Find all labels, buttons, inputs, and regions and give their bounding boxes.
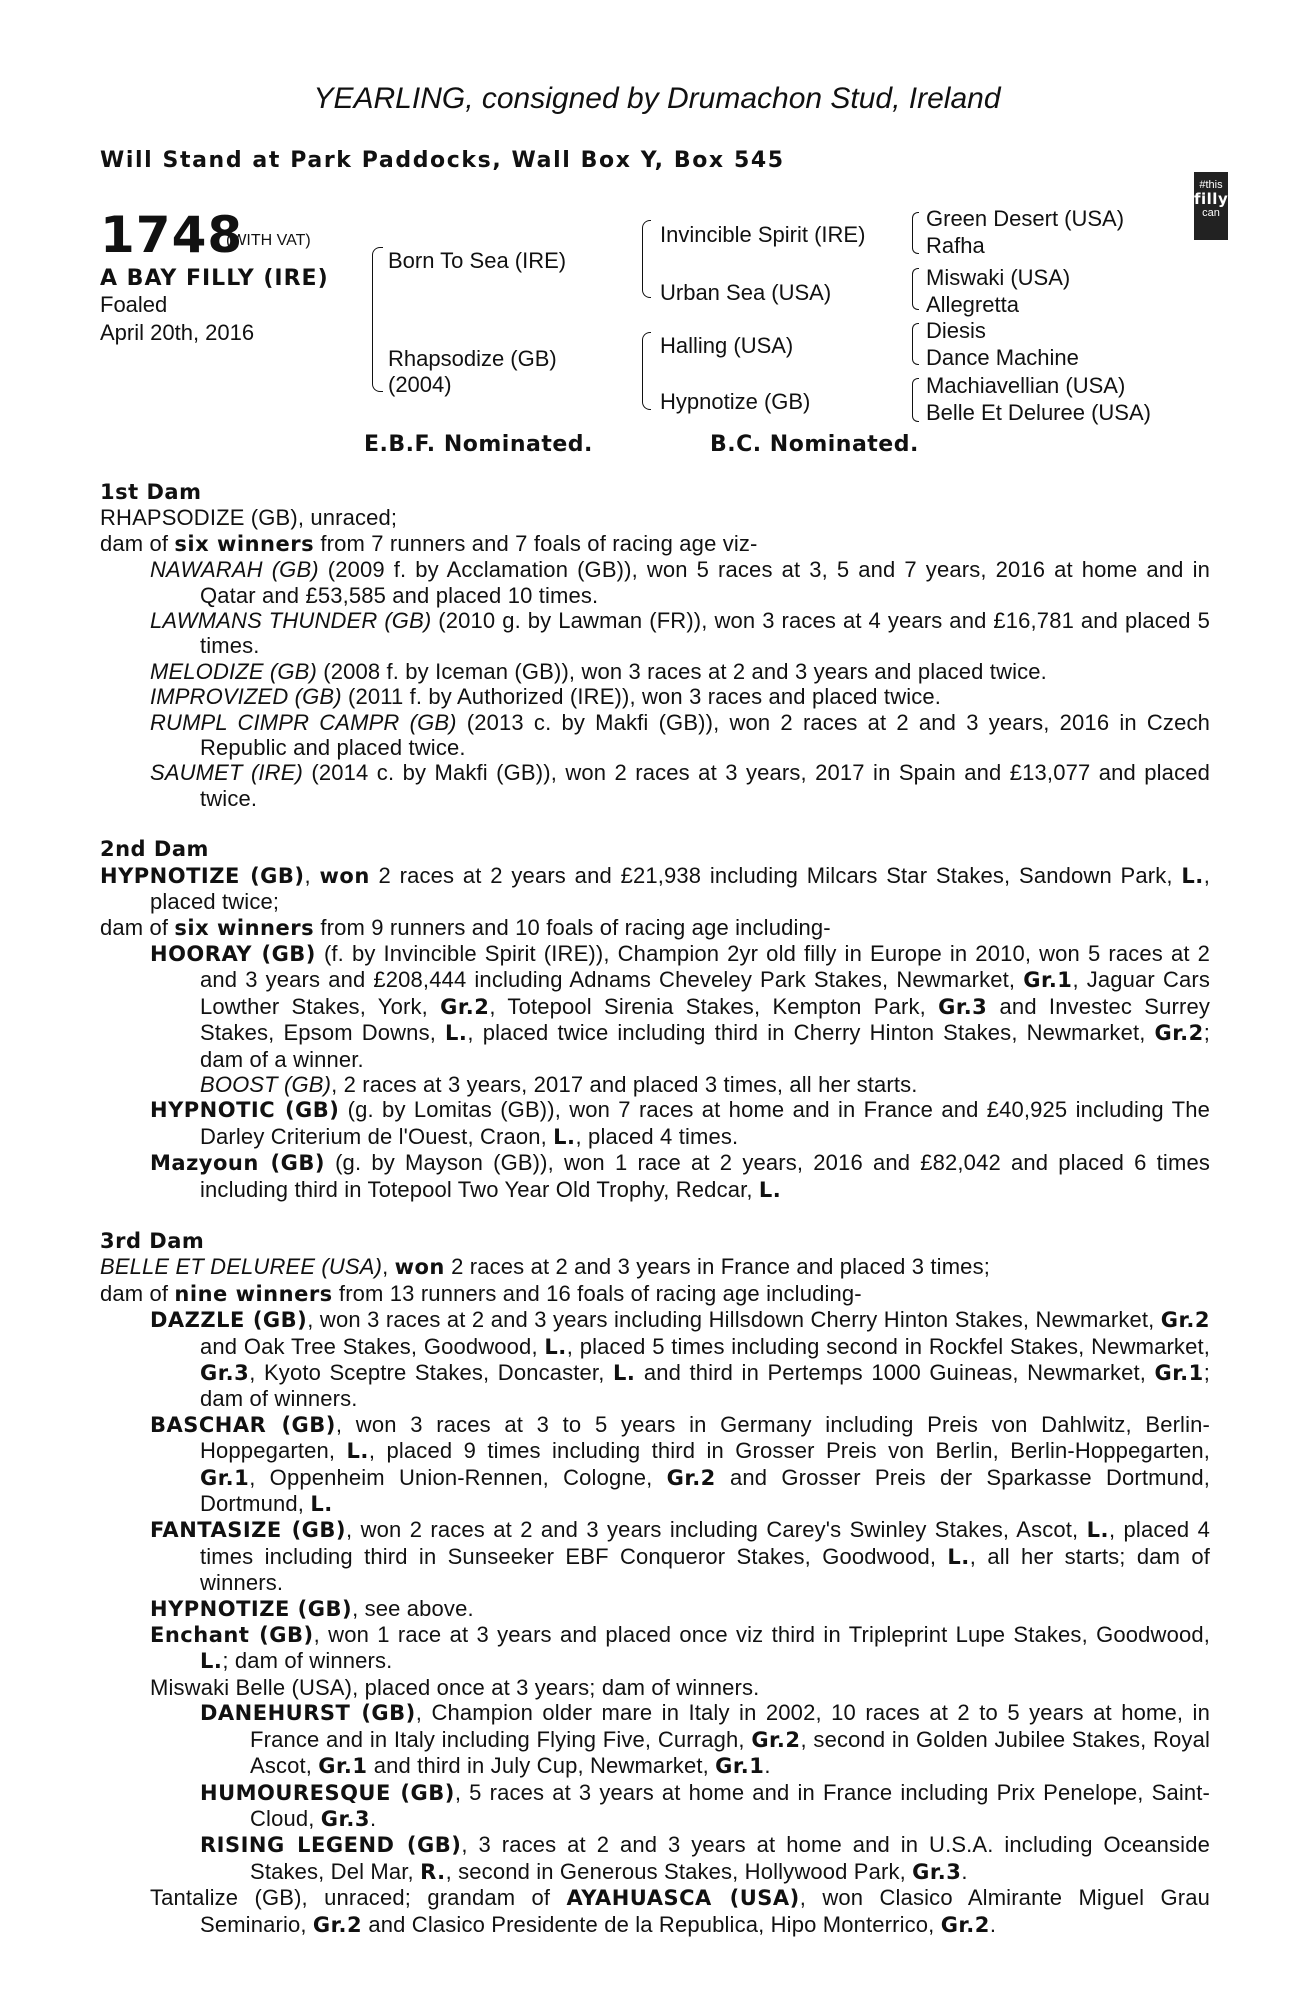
progeny-name: IMPROVIZED (GB) [150,684,342,710]
race-grade: Gr.2 [1160,1308,1210,1333]
text: , won 3 races at 2 and 3 years including Hillsdown Cherry Hinton Stakes, Newmarket, [307,1307,1161,1333]
pedigree-dam-dam: Hypnotize (GB) [660,389,811,414]
progeny-entry [100,659,1210,684]
spacer [100,811,1210,837]
grand-progeny-rising-legend [100,1832,1210,1885]
first-dam-summary [100,531,1210,557]
progeny-entry [100,710,1210,761]
pedigree-dam-sire: Halling (USA) [660,333,794,358]
race-grade: L. [200,1649,223,1674]
pedigree-brace-main [372,247,383,392]
text: from 9 runners and 10 foals of racing age including- [314,914,831,940]
progeny-name: HOORAY (GB) [150,941,316,966]
race-grade: L. [445,1021,468,1046]
text: , placed twice; [150,862,1211,915]
third-dam-summary [100,1281,1210,1307]
second-dam-summary [100,915,1210,941]
text: , Oppenheim Union-Rennen, Cologne, [249,1464,667,1490]
progeny-entry [100,684,1210,709]
race-grade: Gr.2 [666,1465,716,1490]
progeny-name: HYPNOTIC (GB) [150,1098,340,1123]
text: , placed 4 times including third in Sunseeker EBF Conqueror Stakes, Goodwood, [200,1517,1210,1569]
text: , Champion older mare in Italy in 2002, 10 races at 2 to 5 years at home, in France and in Italy including Flying Five, Curragh, [250,1700,1210,1752]
progeny-entry-mazyoun [100,1150,1210,1203]
text: , second in Generous Stakes, Hollywood Park, [445,1858,913,1884]
pedigree-brace-g3 [912,323,919,365]
winners-count: nine winners [174,1281,333,1306]
text: and third in Pertemps 1000 Guineas, Newmarket, [635,1360,1155,1385]
pedigree-gen3-8: Belle Et Deluree (USA) [926,400,1151,425]
race-grade: Gr.1 [200,1465,250,1490]
text: ; dam of a winner. [200,1020,1210,1072]
dam-name: BELLE ET DELUREE (USA) [100,1254,383,1280]
second-dam-heading: 2nd Dam [100,837,209,862]
text: , 2 races at 3 years, 2017 and placed 3 times, all her starts. [331,1071,918,1097]
pedigree-gen3-3: Miswaki (USA) [926,265,1071,290]
progeny-name: RISING LEGEND (GB) [200,1833,462,1858]
won-label: won [319,863,370,888]
stand-location: Will Stand at Park Paddocks, Wall Box Y, Box 545 [100,148,785,173]
race-grade: Gr.2 [1154,1021,1204,1046]
lot-number: 1748 [100,206,244,264]
progeny-entry [100,760,1210,811]
pedigree-brace-sire [642,220,651,298]
progeny-name: Mazyoun (GB) [150,1151,325,1176]
race-grade: L. [346,1439,369,1464]
text: . [764,1753,771,1779]
progeny-name: BOOST (GB) [200,1071,332,1097]
text: and Oak Tree Stakes, Goodwood, [200,1333,545,1359]
race-grade: Gr.2 [940,1912,990,1937]
pedigree-dam: Rhapsodize (GB) [388,346,557,371]
text: , won 2 races at 2 and 3 years including Carey's Swinley Stakes, Ascot, [346,1517,1087,1543]
this-filly-can-badge [1194,172,1228,240]
won-label: won [394,1255,445,1280]
second-dam-intro [100,863,1210,915]
progeny-name: Enchant (GB) [150,1623,314,1648]
text: , placed 5 times including second in Rockfel Stakes, Newmarket, [566,1333,1210,1359]
progeny-name: HUMOURESQUE (GB) [200,1780,455,1805]
text: , [304,862,320,888]
pedigree-gen3-4: Allegretta [926,292,1019,317]
text: ; dam of winners. [222,1648,393,1674]
third-dam-heading: 3rd Dam [100,1228,205,1253]
badge-line-1: #this [1199,179,1223,191]
progeny-text: (2010 g. by Lawman (FR)), won 3 races at 4 years and £16,781 and placed 5 times. [200,608,1210,659]
text: (f. by Invincible Spirit (IRE)), Champion 2yr old filly in Europe in 2010, won 5 races at 2 and 3 years and £208,444 including Adnams Cheveley Park Stakes, Newmarket, [200,940,1210,993]
text: , placed twice including third in Cherry Hinton Stakes, Newmarket, [467,1020,1155,1046]
progeny-entry [100,557,1210,608]
pedigree-gen3-7: Machiavellian (USA) [926,373,1126,398]
progeny-name: MELODIZE (GB) [150,658,317,684]
progeny-entry-hypnotize [100,1596,1210,1622]
race-grade: Gr.2 [440,994,490,1019]
progeny-entry-baschar [100,1412,1210,1518]
race-grade: R. [420,1859,446,1884]
progeny-text: (2014 c. by Makfi (GB)), won 2 races at 3 years, 2017 in Spain and £13,077 and placed twice. [200,760,1210,811]
text: and Investec Surrey Stakes, Epsom Downs, [200,993,1210,1046]
text: . [989,1911,997,1937]
progeny-entry-tantalize [100,1885,1210,1938]
race-grade: L. [544,1334,567,1359]
race-grade: L. [758,1177,782,1202]
progeny-name: RUMPL CIMPR CAMPR (GB) [150,709,457,735]
pedigree-gen3-6: Dance Machine [926,345,1079,370]
spacer [100,1203,1210,1229]
progeny-name: BASCHAR (GB) [150,1412,336,1437]
text: from 7 runners and 7 foals of racing age viz- [314,530,758,556]
pedigree-sire-dam: Urban Sea (USA) [660,280,832,305]
dam-name: HYPNOTIZE (GB) [100,863,305,888]
text: and third in July Cup, Newmarket, [367,1753,716,1779]
race-grade: Gr.1 [715,1754,765,1779]
progeny-entry-dazzle [100,1307,1210,1412]
text: , 5 races at 3 years at home and in France including Prix Penelope, Saint-Cloud, [250,1779,1210,1831]
progeny-entry [100,608,1210,659]
text: , placed 9 times including third in Grosser Preis von Berlin, Berlin-Hoppegarten, [368,1438,1210,1464]
race-grade: L. [553,1124,576,1149]
winners-count: six winners [174,531,315,556]
pedigree-brace-g4 [912,378,919,422]
progeny-entry-hypnotic [100,1097,1210,1150]
text: , all her starts; dam of winners. [200,1543,1211,1596]
text: (g. by Lomitas (GB)), won 7 races at home and in France and £40,925 including The Darley Criterium de l'Ouest, Craon, [200,1097,1210,1149]
race-grade: Gr.3 [200,1361,250,1385]
text: , Totepool Sirenia Stakes, Kempton Park, [489,993,939,1019]
consignment-line: YEARLING, consigned by Drumachon Stud, Ireland [313,82,1001,115]
race-grade: Gr.3 [912,1859,962,1884]
text: , [382,1254,395,1280]
pedigree-gen3-2: Rafha [926,233,985,258]
progeny-name: AYAHUASCA (USA) [566,1886,800,1911]
progeny-entry-miswaki-belle: Miswaki Belle (USA), placed once at 3 years; dam of winners. [150,1674,760,1700]
grand-progeny-boost [100,1072,1210,1097]
pedigree-brace-g2 [912,268,919,310]
winners-count: six winners [174,915,315,940]
text: and Clasico Presidente de la Republica, Hipo Monterrico, [362,1911,941,1937]
race-grade: Gr.2 [312,1912,363,1937]
text: and Grosser Preis der Sparkasse Dortmund, Dortmund, [200,1464,1210,1517]
pedigree-brace-dam [642,332,651,410]
text: ; dam of winners. [200,1360,1210,1412]
race-grade: L. [310,1492,333,1517]
text: from 13 runners and 16 foals of racing age including- [332,1280,862,1306]
race-grade: Gr.1 [1023,968,1073,993]
pedigree-dam-year: (2004) [388,372,452,397]
progeny-text: (2008 f. by Iceman (GB)), won 3 races at 2 and 3 years and placed twice. [316,658,1047,684]
race-grade: Gr.3 [320,1806,370,1831]
badge-line-3: can [1202,207,1220,219]
text: dam of [100,914,175,940]
text: 2 races at 2 years and £21,938 including Milcars Star Stakes, Sandown Park, [369,862,1182,888]
text: 2 races at 2 and 3 years in France and placed 3 times; [444,1254,990,1280]
text: . [961,1858,968,1884]
pedigree-brace-g1 [912,212,919,254]
race-grade: Gr.1 [318,1754,368,1779]
pedigree-sire: Born To Sea (IRE) [388,248,567,273]
first-dam-heading: 1st Dam [100,480,202,504]
third-dam-intro [100,1254,1210,1280]
vat-note: (WITH VAT) [226,232,311,249]
text: , second in Golden Jubilee Stakes, Royal Ascot, [250,1726,1211,1779]
ebf-nominated: E.B.F. Nominated. [364,432,593,457]
text: , won Clasico Almirante Miguel Grau Seminario, [200,1885,1210,1937]
text: dam of [100,530,175,556]
race-grade: Gr.3 [938,994,988,1019]
progeny-name: HYPNOTIZE (GB) [150,1596,353,1621]
text: , Jaguar Cars Lowther Stakes, York, [200,967,1210,1019]
race-grade: L. [612,1361,636,1385]
badge-line-2: filly [1194,190,1229,208]
pedigree-gen3-5: Diesis [926,318,986,343]
bc-nominated: B.C. Nominated. [710,432,919,457]
text: , 3 races at 2 and 3 years at home and in U.S.A. including Oceanside Stakes, Del Mar, [250,1832,1210,1884]
progeny-name: DAZZLE (GB) [150,1308,308,1333]
pedigree-gen3-1: Green Desert (USA) [926,206,1125,231]
text: , see above. [352,1595,474,1621]
progeny-entry-fantasize [100,1517,1210,1595]
foaled-date: April 20th, 2016 [100,320,255,345]
text: . [369,1805,377,1831]
grand-progeny-danehurst [100,1700,1210,1779]
progeny-entry-enchant [100,1622,1210,1675]
progeny-name: FANTASIZE (GB) [150,1518,347,1543]
grand-progeny-humouresque [100,1780,1210,1833]
progeny-name: NAWARAH (GB) [150,557,319,583]
text: , Kyoto Sceptre Stakes, Doncaster, [249,1360,613,1385]
first-dam-intro: RHAPSODIZE (GB), unraced; [100,505,398,531]
foaled-label: Foaled [100,292,168,317]
race-grade: L. [1086,1518,1109,1543]
catalogue-body [100,480,1210,1938]
progeny-name: LAWMANS THUNDER (GB) [150,608,432,634]
progeny-text: (2011 f. by Authorized (IRE)), won 3 races and placed twice. [341,684,942,710]
race-grade: L. [1181,863,1204,888]
text: (g. by Mayson (GB)), won 1 race at 2 years, 2016 and £82,042 and placed 6 times including third in Totepool Two Year Old Trophy, Redcar, [200,1150,1210,1202]
progeny-name: SAUMET (IRE) [150,760,304,786]
race-grade: L. [947,1544,970,1569]
progeny-text: (2013 c. by Makfi (GB)), won 2 races at 2 and 3 years, 2016 in Czech Republic and placed twice. [200,709,1210,761]
progeny-name: DANEHURST (GB) [200,1701,416,1726]
progeny-entry-hooray [100,941,1210,1072]
text: Tantalize (GB), unraced; grandam of [150,1885,567,1911]
race-grade: Gr.2 [751,1727,801,1752]
text: dam of [100,1280,175,1306]
race-grade: Gr.1 [1154,1361,1204,1385]
progeny-text: (2009 f. by Acclamation (GB)), won 5 races at 3, 5 and 7 years, 2016 at home and in Qatar and £53,585 and placed 10 times. [200,557,1210,608]
text: , placed 4 times. [575,1123,739,1149]
pedigree-sire-sire: Invincible Spirit (IRE) [660,222,866,247]
horse-name: A BAY FILLY (IRE) [100,266,329,291]
text: , won 1 race at 3 years and placed once viz third in Tripleprint Lupe Stakes, Goodwood, [313,1622,1210,1648]
text: , won 3 races at 3 to 5 years in Germany including Preis von Dahlwitz, Berlin-Hoppegarten, [200,1411,1210,1464]
